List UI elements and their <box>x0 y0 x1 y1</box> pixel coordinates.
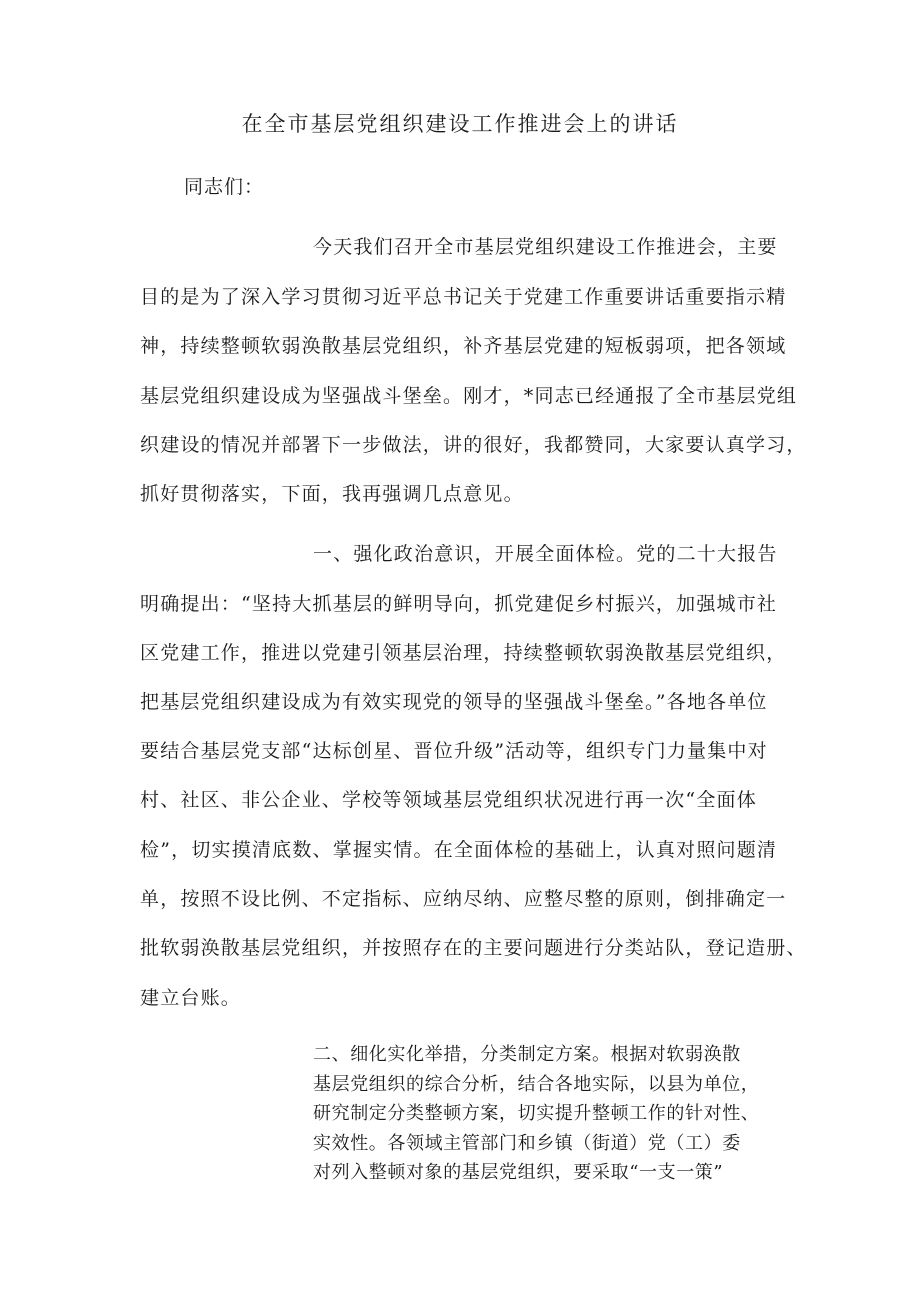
paragraph-2-line: 检”，切实摸清底数、掌握实情。在全面体检的基础上，认真对照问题清 <box>140 839 778 861</box>
paragraph-2-line: 建立台账。 <box>140 987 242 1009</box>
document-title: 在全市基层党组织建设工作推进会上的讲话 <box>241 112 679 136</box>
paragraph-3-line: 基层党组织的综合分析，结合各地实际，以县为单位， <box>313 1074 760 1095</box>
paragraph-1-line: 神，持续整顿软弱涣散基层党组织，补齐基层党建的短板弱项，把各领域 <box>140 335 787 357</box>
paragraph-2-line: 批软弱涣散基层党组织，并按照存在的主要问题进行分类站队，登记造册、 <box>140 937 807 959</box>
paragraph-2-line: 区党建工作，推进以党建引领基层治理，持续整顿软弱涣散基层党组织， <box>140 642 787 664</box>
paragraph-2-line: 明确提出：“坚持大抓基层的鲜明导向，抓党建促乡村振兴，加强城市社 <box>140 593 778 615</box>
paragraph-2-line: 单，按照不设比例、不定指标、应纳尽纳、应整尽整的原则，倒排确定一 <box>140 888 787 910</box>
salutation: 同志们： <box>184 176 265 198</box>
paragraph-2-line: 要结合基层党支部“达标创星、晋位升级”活动等，组织专门力量集中对 <box>140 740 768 762</box>
paragraph-1-line: 今天我们召开全市基层党组织建设工作推进会，主要 <box>313 236 778 258</box>
paragraph-2-line: 一、强化政治意识，开展全面体检。党的二十大报告 <box>313 543 778 565</box>
paragraph-3-line: 对列入整顿对象的基层党组织，要采取“一支一策” <box>313 1162 724 1183</box>
paragraph-2-line: 村、社区、非公企业、学校等领域基层党组织状况进行再一次“全面体 <box>140 789 757 811</box>
paragraph-1-line: 织建设的情况并部署下一步做法，讲的很好，我都赞同，大家要认真学习， <box>140 434 807 456</box>
paragraph-3-line: 研究制定分类整顿方案，切实提升整顿工作的针对性、 <box>313 1103 760 1124</box>
paragraph-3-line: 实效性。各领域主管部门和乡镇（街道）党（工）委 <box>313 1133 741 1154</box>
paragraph-3-line: 二、细化实化举措，分类制定方案。根据对软弱涣散 <box>313 1044 741 1065</box>
paragraph-1-line: 目的是为了深入学习贯彻习近平总书记关于党建工作重要讲话重要指示精 <box>140 286 787 308</box>
paragraph-1-line: 基层党组织建设成为坚强战斗堡垒。刚才，*同志已经通报了全市基层党组 <box>140 385 798 407</box>
paragraph-2-line: 把基层党组织建设成为有效实现党的领导的坚强战斗堡垒。”各地各单位 <box>140 691 768 713</box>
paragraph-1-line: 抓好贯彻落实，下面，我再强调几点意见。 <box>140 483 524 505</box>
